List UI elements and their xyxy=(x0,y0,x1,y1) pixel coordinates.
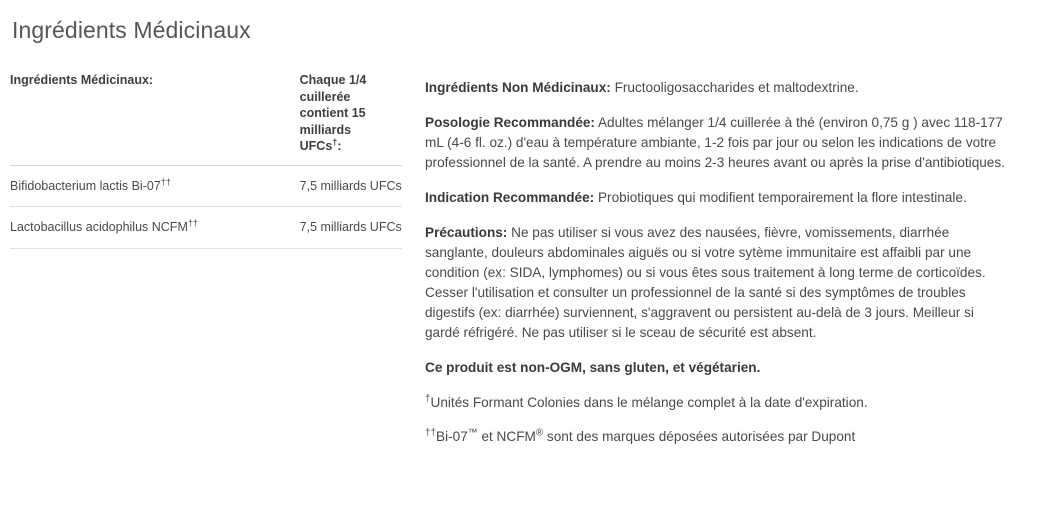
ingredient-name-text: Lactobacillus acidophilus NCFM xyxy=(10,220,188,235)
dagger-symbol: † xyxy=(332,136,338,147)
row-ingredient-name xyxy=(10,165,300,207)
table-header xyxy=(10,68,402,165)
row-ingredient-amount: 7,5 milliards UFCs xyxy=(300,165,402,207)
dosage-paragraph xyxy=(425,113,1007,173)
footnote-brand-owner: sont des marques déposées autorisées par Dupont xyxy=(543,428,856,444)
amount-header-line-5: UFCs xyxy=(299,139,333,153)
precautions-label: Précautions: xyxy=(425,224,508,240)
product-claim: Ce produit est non-OGM, sans gluten, et végétarien. xyxy=(425,359,761,375)
page-title: Ingrédients Médicinaux xyxy=(12,17,251,44)
amount-header-line-1: Chaque 1/4 xyxy=(299,73,367,87)
medicinal-ingredients-table xyxy=(10,68,402,249)
double-dagger-symbol: †† xyxy=(425,427,437,439)
footnote-dagger xyxy=(425,393,1007,413)
table-body xyxy=(10,165,402,249)
amount-header-colon: : xyxy=(337,139,342,153)
amount-header-line-4: milliards xyxy=(299,122,352,137)
amount-header-line-3: contient 15 xyxy=(299,106,366,120)
table-row xyxy=(10,165,402,207)
amount-header-line-2: cuillerée xyxy=(299,89,351,104)
registered-icon: ® xyxy=(535,427,544,439)
dosage-text: Adultes mélanger 1/4 cuillerée à thé (environ 0,75 g ) avec 118-177 mL (4-6 fl. oz.) d'eau à température ambiante, 1-2 fois par jour ou selon les indications de votre professionnel de la santé. A prendre au moins 2-3 heures avant ou après la prise d'antibiotiques. xyxy=(425,114,1005,170)
non-medicinal-ingredients-text: Fructooligosaccharides et maltodextrine. xyxy=(610,80,859,95)
trademark-icon: ™ xyxy=(467,427,478,439)
product-details-section xyxy=(425,78,1007,461)
dagger-symbol: † xyxy=(425,393,431,405)
dosage-label: Posologie Recommandée: xyxy=(425,114,595,130)
column-header-amount xyxy=(300,68,402,165)
indication-text: Probiotiques qui modifient temporairement la flore intestinale. xyxy=(594,189,967,205)
precautions-paragraph xyxy=(425,223,1007,343)
column-header-ingredient: Ingrédients Médicinaux: xyxy=(10,68,300,165)
footnote-brand-conjunction: et NCFM xyxy=(477,428,536,444)
indication-paragraph xyxy=(425,188,1007,208)
precautions-text: Ne pas utiliser si vous avez des nausées, fièvre, vomissements, diarrhée sanglante, douleurs abdominales aiguës ou si votre sytème immunitaire est affaibli par une condition (ex: SIDA, lymphomes) ou si vous êtes sous traitement à long terme de corticoïdes. Cesser l'utilisation et consulter un professionnel de la santé si des symptômes de troubles digestifs (ex: diarrhée) surviennent, s'aggravent ou persistent au-delà de 3 jours. Meilleur si gardé réfrigéré. Ne pas utiliser si le sceau de sécurité est absent. xyxy=(425,224,986,340)
footnote-dagger-text: Unités Formant Colonies dans le mélange complet à la date d'expiration. xyxy=(430,394,868,410)
footnote-double-dagger xyxy=(425,427,1007,447)
row-ingredient-name xyxy=(10,207,300,249)
non-medicinal-ingredients-label: Ingrédients Non Médicinaux: xyxy=(425,80,611,95)
double-dagger-symbol: †† xyxy=(160,176,171,187)
row-ingredient-amount: 7,5 milliards UFCs xyxy=(300,207,402,249)
table-header-row xyxy=(10,68,402,165)
indication-label: Indication Recommandée: xyxy=(425,189,595,205)
footnote-brand-bi07: Bi-07 xyxy=(436,428,468,444)
medicinal-ingredients-section xyxy=(10,68,402,249)
ingredient-name-text: Bifidobacterium lactis Bi-07 xyxy=(10,178,161,193)
non-medicinal-ingredients-paragraph xyxy=(425,78,1007,98)
table-row xyxy=(10,207,402,249)
double-dagger-symbol: †† xyxy=(187,218,198,229)
